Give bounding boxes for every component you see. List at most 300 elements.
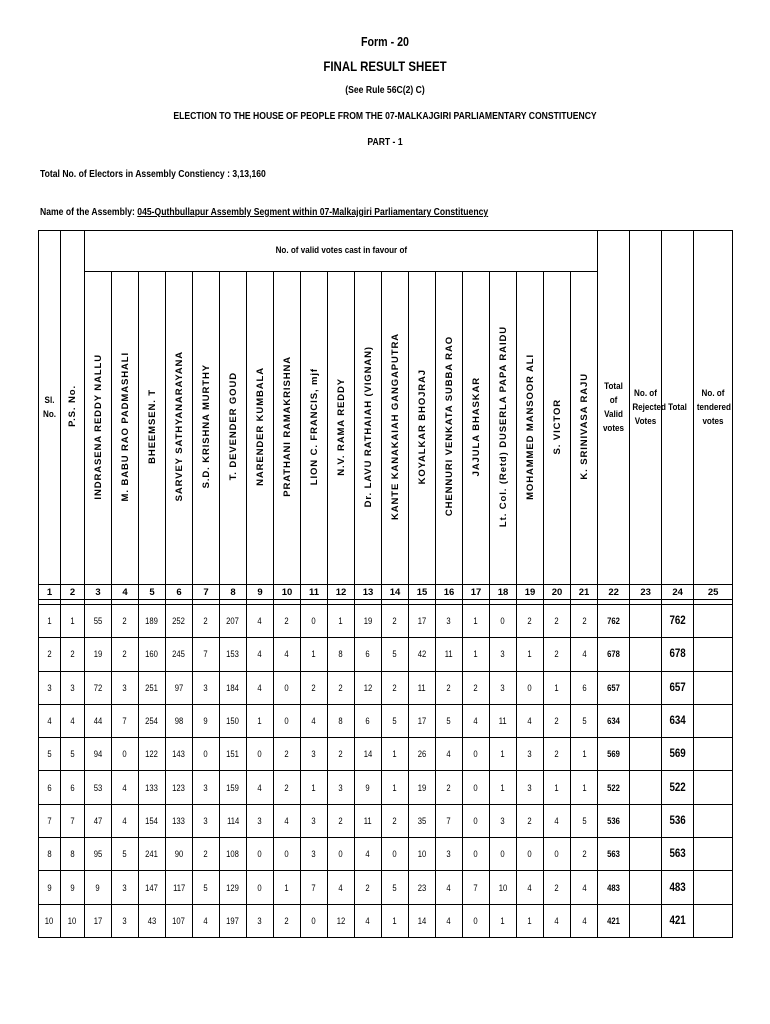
vote-cell: 44 — [85, 704, 112, 737]
vote-cell: 1 — [517, 904, 544, 937]
total-cell: 421 — [662, 904, 694, 937]
vote-cell: 2 — [463, 671, 490, 704]
table-row — [39, 804, 733, 837]
total-valid-header: Total of Valid votes — [598, 231, 630, 585]
vote-cell: 2 — [301, 671, 328, 704]
tendered-header: No. of tendered votes — [694, 231, 733, 585]
vote-cell: 0 — [301, 904, 328, 937]
vote-cell: 2 — [544, 638, 571, 671]
vote-cell: 3 — [301, 838, 328, 871]
candidate-name: LION C. FRANCIS, mjf — [308, 367, 320, 486]
candidate-header — [274, 272, 301, 585]
vote-cell: 154 — [139, 804, 166, 837]
vote-cell: 184 — [220, 671, 247, 704]
table-row — [39, 904, 733, 937]
vote-cell: 2 — [274, 771, 301, 804]
vote-cell: 4 — [247, 605, 274, 638]
vote-cell: 207 — [220, 605, 247, 638]
vote-cell: 0 — [517, 671, 544, 704]
vote-cell: 4 — [274, 638, 301, 671]
vote-cell: 4 — [112, 771, 139, 804]
vote-cell: 7 — [436, 804, 463, 837]
vote-cell: 4 — [463, 704, 490, 737]
sl-cell: 9 — [39, 871, 61, 904]
vote-cell: 7 — [193, 638, 220, 671]
vote-cell: 2 — [355, 871, 382, 904]
candidate-name: JAJULA BHASKAR — [470, 376, 482, 477]
vote-cell: 72 — [85, 671, 112, 704]
vote-cell: 1 — [517, 638, 544, 671]
candidate-name: BHEEMSEN. T — [146, 389, 158, 464]
column-number: 3 — [85, 585, 112, 600]
vote-cell: 0 — [517, 838, 544, 871]
vote-cell: 11 — [355, 804, 382, 837]
vote-cell: 4 — [193, 904, 220, 937]
column-number: 25 — [694, 585, 733, 600]
ps-cell: 10 — [61, 904, 85, 937]
vote-cell: 3 — [247, 904, 274, 937]
rejected-cell — [630, 704, 662, 737]
vote-cell: 0 — [490, 838, 517, 871]
vote-cell: 3 — [328, 771, 355, 804]
column-number: 7 — [193, 585, 220, 600]
vote-cell: 6 — [355, 704, 382, 737]
tendered-cell — [694, 838, 733, 871]
vote-cell: 0 — [274, 838, 301, 871]
candidate-header — [85, 272, 112, 585]
vote-cell: 133 — [139, 771, 166, 804]
vote-cell: 7 — [112, 704, 139, 737]
vote-cell: 7 — [463, 871, 490, 904]
sl-cell: 1 — [39, 605, 61, 638]
vote-cell: 159 — [220, 771, 247, 804]
vote-cell: 12 — [328, 904, 355, 937]
vote-cell: 0 — [247, 838, 274, 871]
table-row — [39, 704, 733, 737]
table-row — [39, 671, 733, 704]
valid-total-cell: 536 — [598, 804, 630, 837]
candidate-header — [193, 272, 220, 585]
vote-cell: 5 — [382, 871, 409, 904]
vote-cell: 1 — [382, 904, 409, 937]
valid-votes-header: No. of valid votes cast in favour of — [85, 231, 598, 272]
vote-cell: 4 — [247, 771, 274, 804]
table-row — [39, 638, 733, 671]
column-number-row — [39, 585, 733, 600]
vote-cell: 2 — [436, 671, 463, 704]
vote-cell: 5 — [382, 704, 409, 737]
ps-header: P.S. No. — [61, 231, 85, 585]
column-number: 5 — [139, 585, 166, 600]
vote-cell: 10 — [490, 871, 517, 904]
ps-cell: 6 — [61, 771, 85, 804]
column-number: 11 — [301, 585, 328, 600]
vote-cell: 3 — [490, 671, 517, 704]
vote-cell: 123 — [166, 771, 193, 804]
assembly-name: 045-Quthbullapur Assembly Segment within 07-Malkajgiri Parliamentary Constituency — [137, 206, 489, 218]
candidate-header — [409, 272, 436, 585]
vote-cell: 2 — [544, 871, 571, 904]
vote-cell: 1 — [490, 738, 517, 771]
tendered-cell — [694, 904, 733, 937]
table-row — [39, 871, 733, 904]
vote-cell: 4 — [355, 838, 382, 871]
tendered-cell — [694, 871, 733, 904]
valid-total-cell: 522 — [598, 771, 630, 804]
vote-cell: 129 — [220, 871, 247, 904]
vote-cell: 150 — [220, 704, 247, 737]
vote-cell: 4 — [436, 871, 463, 904]
candidate-header — [112, 272, 139, 585]
vote-cell: 0 — [301, 605, 328, 638]
candidate-name: INDRASENA REDDY NALLU — [92, 353, 104, 500]
total-cell: 483 — [662, 871, 694, 904]
candidate-name: S.D. KRISHNA MURTHY — [200, 364, 212, 489]
vote-cell: 2 — [274, 738, 301, 771]
vote-cell: 2 — [544, 704, 571, 737]
table-row — [39, 838, 733, 871]
vote-cell: 2 — [112, 605, 139, 638]
vote-cell: 2 — [382, 605, 409, 638]
sl-header: Sl. No. — [39, 231, 61, 585]
vote-cell: 11 — [436, 638, 463, 671]
column-number: 16 — [436, 585, 463, 600]
vote-cell: 35 — [409, 804, 436, 837]
column-number: 4 — [112, 585, 139, 600]
column-number: 2 — [61, 585, 85, 600]
valid-total-cell: 762 — [598, 605, 630, 638]
sl-cell: 3 — [39, 671, 61, 704]
candidate-header — [436, 272, 463, 585]
vote-cell: 5 — [436, 704, 463, 737]
vote-cell: 4 — [571, 871, 598, 904]
tendered-cell — [694, 738, 733, 771]
vote-cell: 4 — [247, 671, 274, 704]
candidate-name: K. SRINIVASA RAJU — [578, 373, 590, 480]
vote-cell: 3 — [490, 804, 517, 837]
vote-cell: 0 — [247, 738, 274, 771]
column-number: 9 — [247, 585, 274, 600]
vote-cell: 42 — [409, 638, 436, 671]
vote-cell: 17 — [409, 605, 436, 638]
vote-cell: 1 — [463, 638, 490, 671]
candidate-header — [463, 272, 490, 585]
column-number: 24 — [662, 585, 694, 600]
sl-cell: 7 — [39, 804, 61, 837]
vote-cell: 2 — [517, 605, 544, 638]
candidate-name: SARVEY SATHYANARAYANA — [173, 351, 185, 502]
tendered-cell — [694, 704, 733, 737]
vote-cell: 1 — [301, 771, 328, 804]
vote-cell: 3 — [193, 671, 220, 704]
candidate-name: PRATHANI RAMAKRISHNA — [281, 356, 293, 497]
vote-cell: 95 — [85, 838, 112, 871]
vote-cell: 108 — [220, 838, 247, 871]
rejected-cell — [630, 871, 662, 904]
vote-cell: 1 — [571, 771, 598, 804]
vote-cell: 2 — [571, 838, 598, 871]
rejected-cell — [630, 605, 662, 638]
vote-cell: 4 — [274, 804, 301, 837]
table-body — [39, 231, 733, 938]
vote-cell: 1 — [544, 671, 571, 704]
vote-cell: 0 — [274, 704, 301, 737]
tendered-cell — [694, 804, 733, 837]
valid-total-cell: 563 — [598, 838, 630, 871]
vote-cell: 55 — [85, 605, 112, 638]
vote-cell: 98 — [166, 704, 193, 737]
vote-cell: 0 — [463, 738, 490, 771]
candidate-header — [139, 272, 166, 585]
vote-cell: 2 — [328, 671, 355, 704]
vote-cell: 0 — [274, 671, 301, 704]
candidate-name: S. VICTOR — [551, 398, 563, 455]
sheet-title: FINAL RESULT SHEET — [323, 58, 447, 74]
tendered-cell — [694, 671, 733, 704]
tendered-cell — [694, 771, 733, 804]
rejected-cell — [630, 738, 662, 771]
candidate-header — [301, 272, 328, 585]
vote-cell: 0 — [544, 838, 571, 871]
column-number: 23 — [630, 585, 662, 600]
vote-cell: 252 — [166, 605, 193, 638]
vote-cell: 254 — [139, 704, 166, 737]
vote-cell: 2 — [112, 638, 139, 671]
ps-cell: 1 — [61, 605, 85, 638]
candidate-name: Dr. LAVU RATHAIAH (VIGNAN) — [362, 345, 374, 508]
ps-cell: 7 — [61, 804, 85, 837]
election-title: ELECTION TO THE HOUSE OF PEOPLE FROM THE 07-MALKAJGIRI PARLIAMENTARY CONSTITUENCY — [173, 110, 597, 122]
vote-cell: 97 — [166, 671, 193, 704]
candidate-name: MOHAMMED MANSOOR ALI — [524, 353, 536, 500]
vote-cell: 133 — [166, 804, 193, 837]
vote-cell: 0 — [490, 605, 517, 638]
vote-cell: 2 — [328, 804, 355, 837]
vote-cell: 3 — [517, 771, 544, 804]
vote-cell: 1 — [571, 738, 598, 771]
table-row — [39, 605, 733, 638]
total-header: Total — [662, 231, 694, 585]
vote-cell: 3 — [247, 804, 274, 837]
vote-cell: 0 — [328, 838, 355, 871]
candidate-name: N.V. RAMA REDDY — [335, 377, 347, 476]
vote-cell: 0 — [463, 771, 490, 804]
candidate-name: KANTE KANAKAIAH GANGAPUTRA — [389, 332, 401, 520]
vote-cell: 4 — [247, 638, 274, 671]
column-number: 15 — [409, 585, 436, 600]
vote-cell: 1 — [247, 704, 274, 737]
ps-cell: 9 — [61, 871, 85, 904]
vote-cell: 53 — [85, 771, 112, 804]
ps-cell: 3 — [61, 671, 85, 704]
vote-cell: 9 — [355, 771, 382, 804]
vote-cell: 2 — [193, 605, 220, 638]
rejected-cell — [630, 671, 662, 704]
vote-cell: 14 — [355, 738, 382, 771]
vote-cell: 17 — [85, 904, 112, 937]
sl-cell: 10 — [39, 904, 61, 937]
candidate-header — [166, 272, 193, 585]
vote-cell: 90 — [166, 838, 193, 871]
vote-cell: 4 — [571, 638, 598, 671]
column-number: 1 — [39, 585, 61, 600]
column-number: 20 — [544, 585, 571, 600]
tendered-cell — [694, 638, 733, 671]
vote-cell: 122 — [139, 738, 166, 771]
vote-cell: 1 — [274, 871, 301, 904]
vote-cell: 94 — [85, 738, 112, 771]
vote-cell: 0 — [463, 804, 490, 837]
vote-cell: 4 — [436, 904, 463, 937]
vote-cell: 11 — [409, 671, 436, 704]
vote-cell: 5 — [382, 638, 409, 671]
vote-cell: 1 — [301, 638, 328, 671]
total-cell: 536 — [662, 804, 694, 837]
vote-cell: 23 — [409, 871, 436, 904]
vote-cell: 160 — [139, 638, 166, 671]
form-number: Form - 20 — [361, 34, 409, 49]
column-number: 10 — [274, 585, 301, 600]
rejected-cell — [630, 804, 662, 837]
candidate-header — [328, 272, 355, 585]
column-number: 8 — [220, 585, 247, 600]
column-number: 12 — [328, 585, 355, 600]
vote-cell: 151 — [220, 738, 247, 771]
sl-cell: 6 — [39, 771, 61, 804]
vote-cell: 8 — [328, 704, 355, 737]
vote-cell: 197 — [220, 904, 247, 937]
sl-cell: 2 — [39, 638, 61, 671]
table-row — [39, 771, 733, 804]
vote-cell: 3 — [193, 804, 220, 837]
assembly-name-line — [40, 206, 488, 218]
header-row-top — [39, 231, 733, 272]
vote-cell: 2 — [274, 605, 301, 638]
column-number: 18 — [490, 585, 517, 600]
vote-cell: 2 — [193, 838, 220, 871]
vote-cell: 3 — [436, 605, 463, 638]
vote-cell: 2 — [517, 804, 544, 837]
vote-cell: 12 — [355, 671, 382, 704]
vote-cell: 2 — [328, 738, 355, 771]
column-number: 14 — [382, 585, 409, 600]
candidate-name: M. BABU RAO PADMASHALI — [119, 351, 131, 502]
vote-cell: 251 — [139, 671, 166, 704]
valid-total-cell: 569 — [598, 738, 630, 771]
candidate-header — [220, 272, 247, 585]
vote-cell: 114 — [220, 804, 247, 837]
vote-cell: 3 — [490, 638, 517, 671]
vote-cell: 3 — [112, 904, 139, 937]
vote-cell: 17 — [409, 704, 436, 737]
ps-cell: 8 — [61, 838, 85, 871]
valid-total-cell: 678 — [598, 638, 630, 671]
vote-cell: 2 — [382, 671, 409, 704]
vote-cell: 4 — [436, 738, 463, 771]
vote-cell: 10 — [409, 838, 436, 871]
vote-cell: 5 — [571, 704, 598, 737]
vote-cell: 3 — [436, 838, 463, 871]
candidate-name: T. DEVENDER GOUD — [227, 372, 239, 481]
rejected-cell — [630, 838, 662, 871]
vote-cell: 3 — [517, 738, 544, 771]
vote-cell: 3 — [112, 671, 139, 704]
vote-cell: 0 — [382, 838, 409, 871]
assembly-label: Name of the Assembly: — [40, 206, 138, 218]
vote-cell: 8 — [328, 638, 355, 671]
vote-cell: 189 — [139, 605, 166, 638]
vote-cell: 4 — [301, 704, 328, 737]
vote-cell: 1 — [490, 904, 517, 937]
vote-cell: 241 — [139, 838, 166, 871]
total-cell: 569 — [662, 738, 694, 771]
vote-cell: 6 — [571, 671, 598, 704]
vote-cell: 2 — [436, 771, 463, 804]
vote-cell: 3 — [112, 871, 139, 904]
vote-cell: 0 — [247, 871, 274, 904]
vote-cell: 1 — [490, 771, 517, 804]
candidate-name: CHENNURI VENKATA SUBBA RAO — [443, 336, 455, 517]
vote-cell: 4 — [517, 871, 544, 904]
vote-cell: 3 — [301, 804, 328, 837]
vote-cell: 0 — [112, 738, 139, 771]
column-number: 22 — [598, 585, 630, 600]
vote-cell: 2 — [274, 904, 301, 937]
ps-cell: 2 — [61, 638, 85, 671]
vote-cell: 1 — [328, 605, 355, 638]
vote-cell: 6 — [355, 638, 382, 671]
vote-cell: 26 — [409, 738, 436, 771]
part-label: PART - 1 — [367, 136, 403, 148]
rule-reference: (See Rule 56C(2) C) — [345, 84, 425, 96]
vote-cell: 2 — [382, 804, 409, 837]
vote-cell: 2 — [544, 738, 571, 771]
vote-cell: 0 — [193, 738, 220, 771]
vote-cell: 2 — [571, 605, 598, 638]
vote-cell: 0 — [463, 838, 490, 871]
candidate-name: KOYALKAR BHOJRAJ — [416, 368, 428, 485]
candidate-name: NARENDER KUMBALA — [254, 367, 266, 486]
vote-cell: 0 — [463, 904, 490, 937]
vote-cell: 3 — [301, 738, 328, 771]
candidate-header — [490, 272, 517, 585]
total-cell: 522 — [662, 771, 694, 804]
vote-cell: 19 — [409, 771, 436, 804]
column-number: 6 — [166, 585, 193, 600]
vote-cell: 5 — [571, 804, 598, 837]
vote-cell: 4 — [355, 904, 382, 937]
candidate-header — [517, 272, 544, 585]
vote-cell: 3 — [193, 771, 220, 804]
candidate-header — [355, 272, 382, 585]
result-table — [38, 230, 733, 938]
vote-cell: 7 — [301, 871, 328, 904]
vote-cell: 9 — [193, 704, 220, 737]
column-number: 17 — [463, 585, 490, 600]
total-cell: 634 — [662, 704, 694, 737]
total-cell: 678 — [662, 638, 694, 671]
vote-cell: 4 — [544, 804, 571, 837]
candidate-header — [247, 272, 274, 585]
ps-cell: 5 — [61, 738, 85, 771]
vote-cell: 1 — [463, 605, 490, 638]
vote-cell: 5 — [112, 838, 139, 871]
vote-cell: 9 — [85, 871, 112, 904]
rejected-cell — [630, 638, 662, 671]
sl-cell: 8 — [39, 838, 61, 871]
sl-cell: 4 — [39, 704, 61, 737]
valid-total-cell: 483 — [598, 871, 630, 904]
